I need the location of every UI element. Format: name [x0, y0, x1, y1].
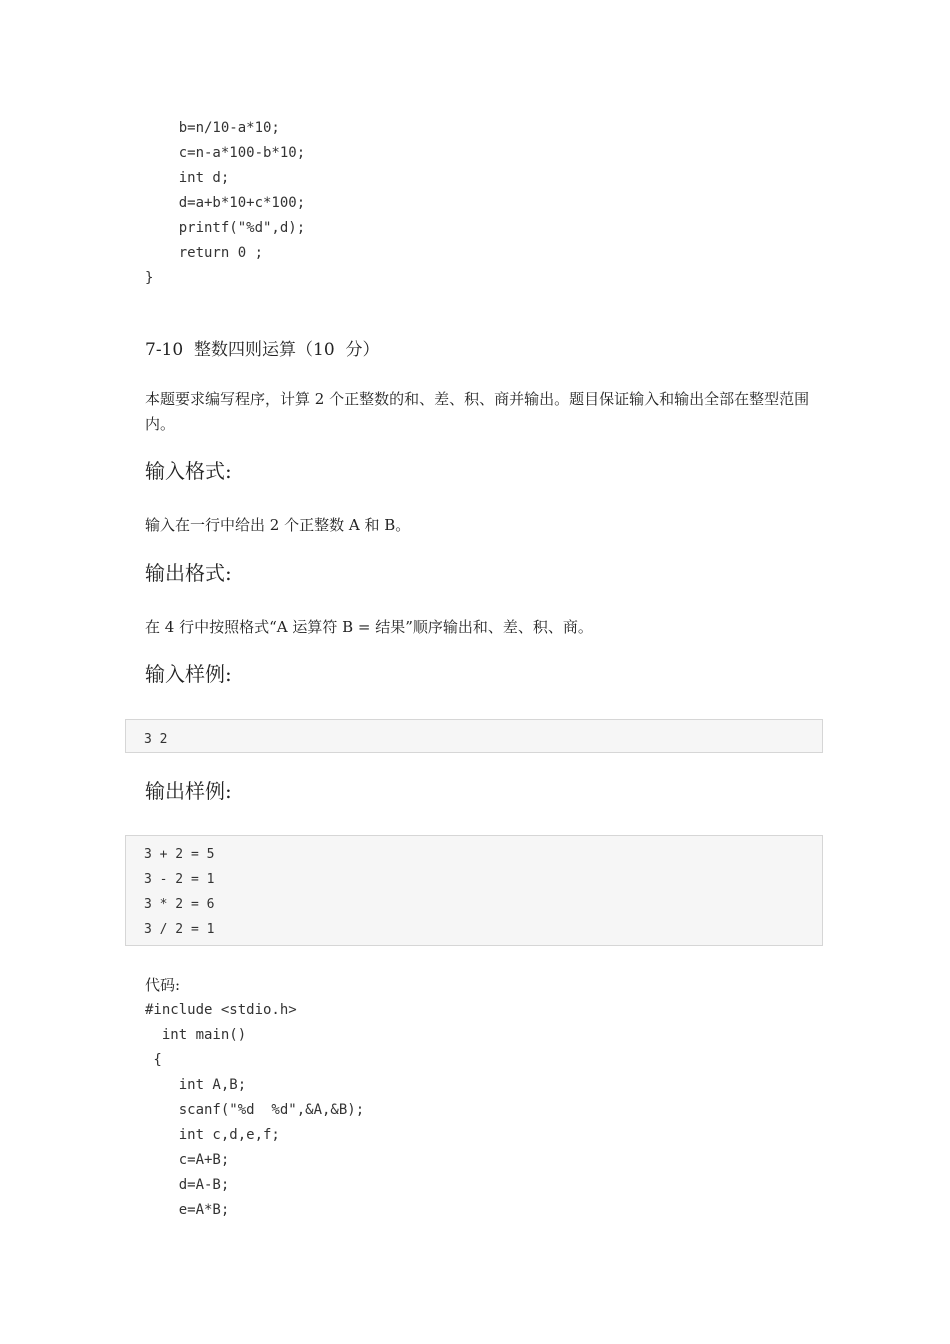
code-line: int main() — [145, 1027, 247, 1043]
code-line: int d; — [145, 170, 230, 186]
code-line: scanf("%d %d",&A,&B); — [145, 1102, 365, 1118]
input-format-heading: 输入格式: — [145, 459, 232, 483]
output-format-heading: 输出格式: — [145, 561, 232, 585]
code-line: c=n-a*100-b*10; — [145, 145, 306, 161]
problem-description: 本题要求编写程序，计算 2 个正整数的和、差、积、商并输出。题目保证输入和输出全部在整型范围内。 — [145, 390, 810, 433]
code-line: int A,B; — [145, 1077, 247, 1093]
sample-output-line: 3 + 2 = 5 — [144, 847, 215, 862]
code-line: b=n/10-a*10; — [145, 120, 280, 136]
sample-output-heading: 输出样例: — [145, 779, 232, 803]
code-line: d=a+b*10+c*100; — [145, 195, 306, 211]
code-line: e=A*B; — [145, 1202, 230, 1218]
output-format-text: 在 4 行中按照格式“A 运算符 B = 结果”顺序输出和、差、积、商。 — [145, 618, 593, 636]
code-line: #include <stdio.h> — [145, 1002, 297, 1018]
input-format-text: 输入在一行中给出 2 个正整数 A 和 B。 — [145, 516, 411, 534]
sample-output-line: 3 / 2 = 1 — [144, 922, 215, 937]
problem-title: 7-10 整数四则运算（10 分） — [145, 340, 380, 360]
code-line: return 0 ; — [145, 245, 264, 261]
sample-output-line: 3 - 2 = 1 — [144, 872, 215, 887]
code-label: 代码: — [145, 976, 181, 994]
sample-input-line: 3 2 — [144, 732, 168, 747]
code-line: c=A+B; — [145, 1152, 230, 1168]
sample-input-heading: 输入样例: — [145, 662, 232, 686]
code-line: } — [145, 270, 154, 286]
sample-input-box — [125, 719, 823, 753]
sample-output-box — [125, 835, 823, 946]
sample-output-line: 3 * 2 = 6 — [144, 897, 215, 912]
code-line: d=A-B; — [145, 1177, 230, 1193]
code-line: printf("%d",d); — [145, 220, 306, 236]
code-line: { — [145, 1052, 162, 1068]
code-line: int c,d,e,f; — [145, 1127, 280, 1143]
